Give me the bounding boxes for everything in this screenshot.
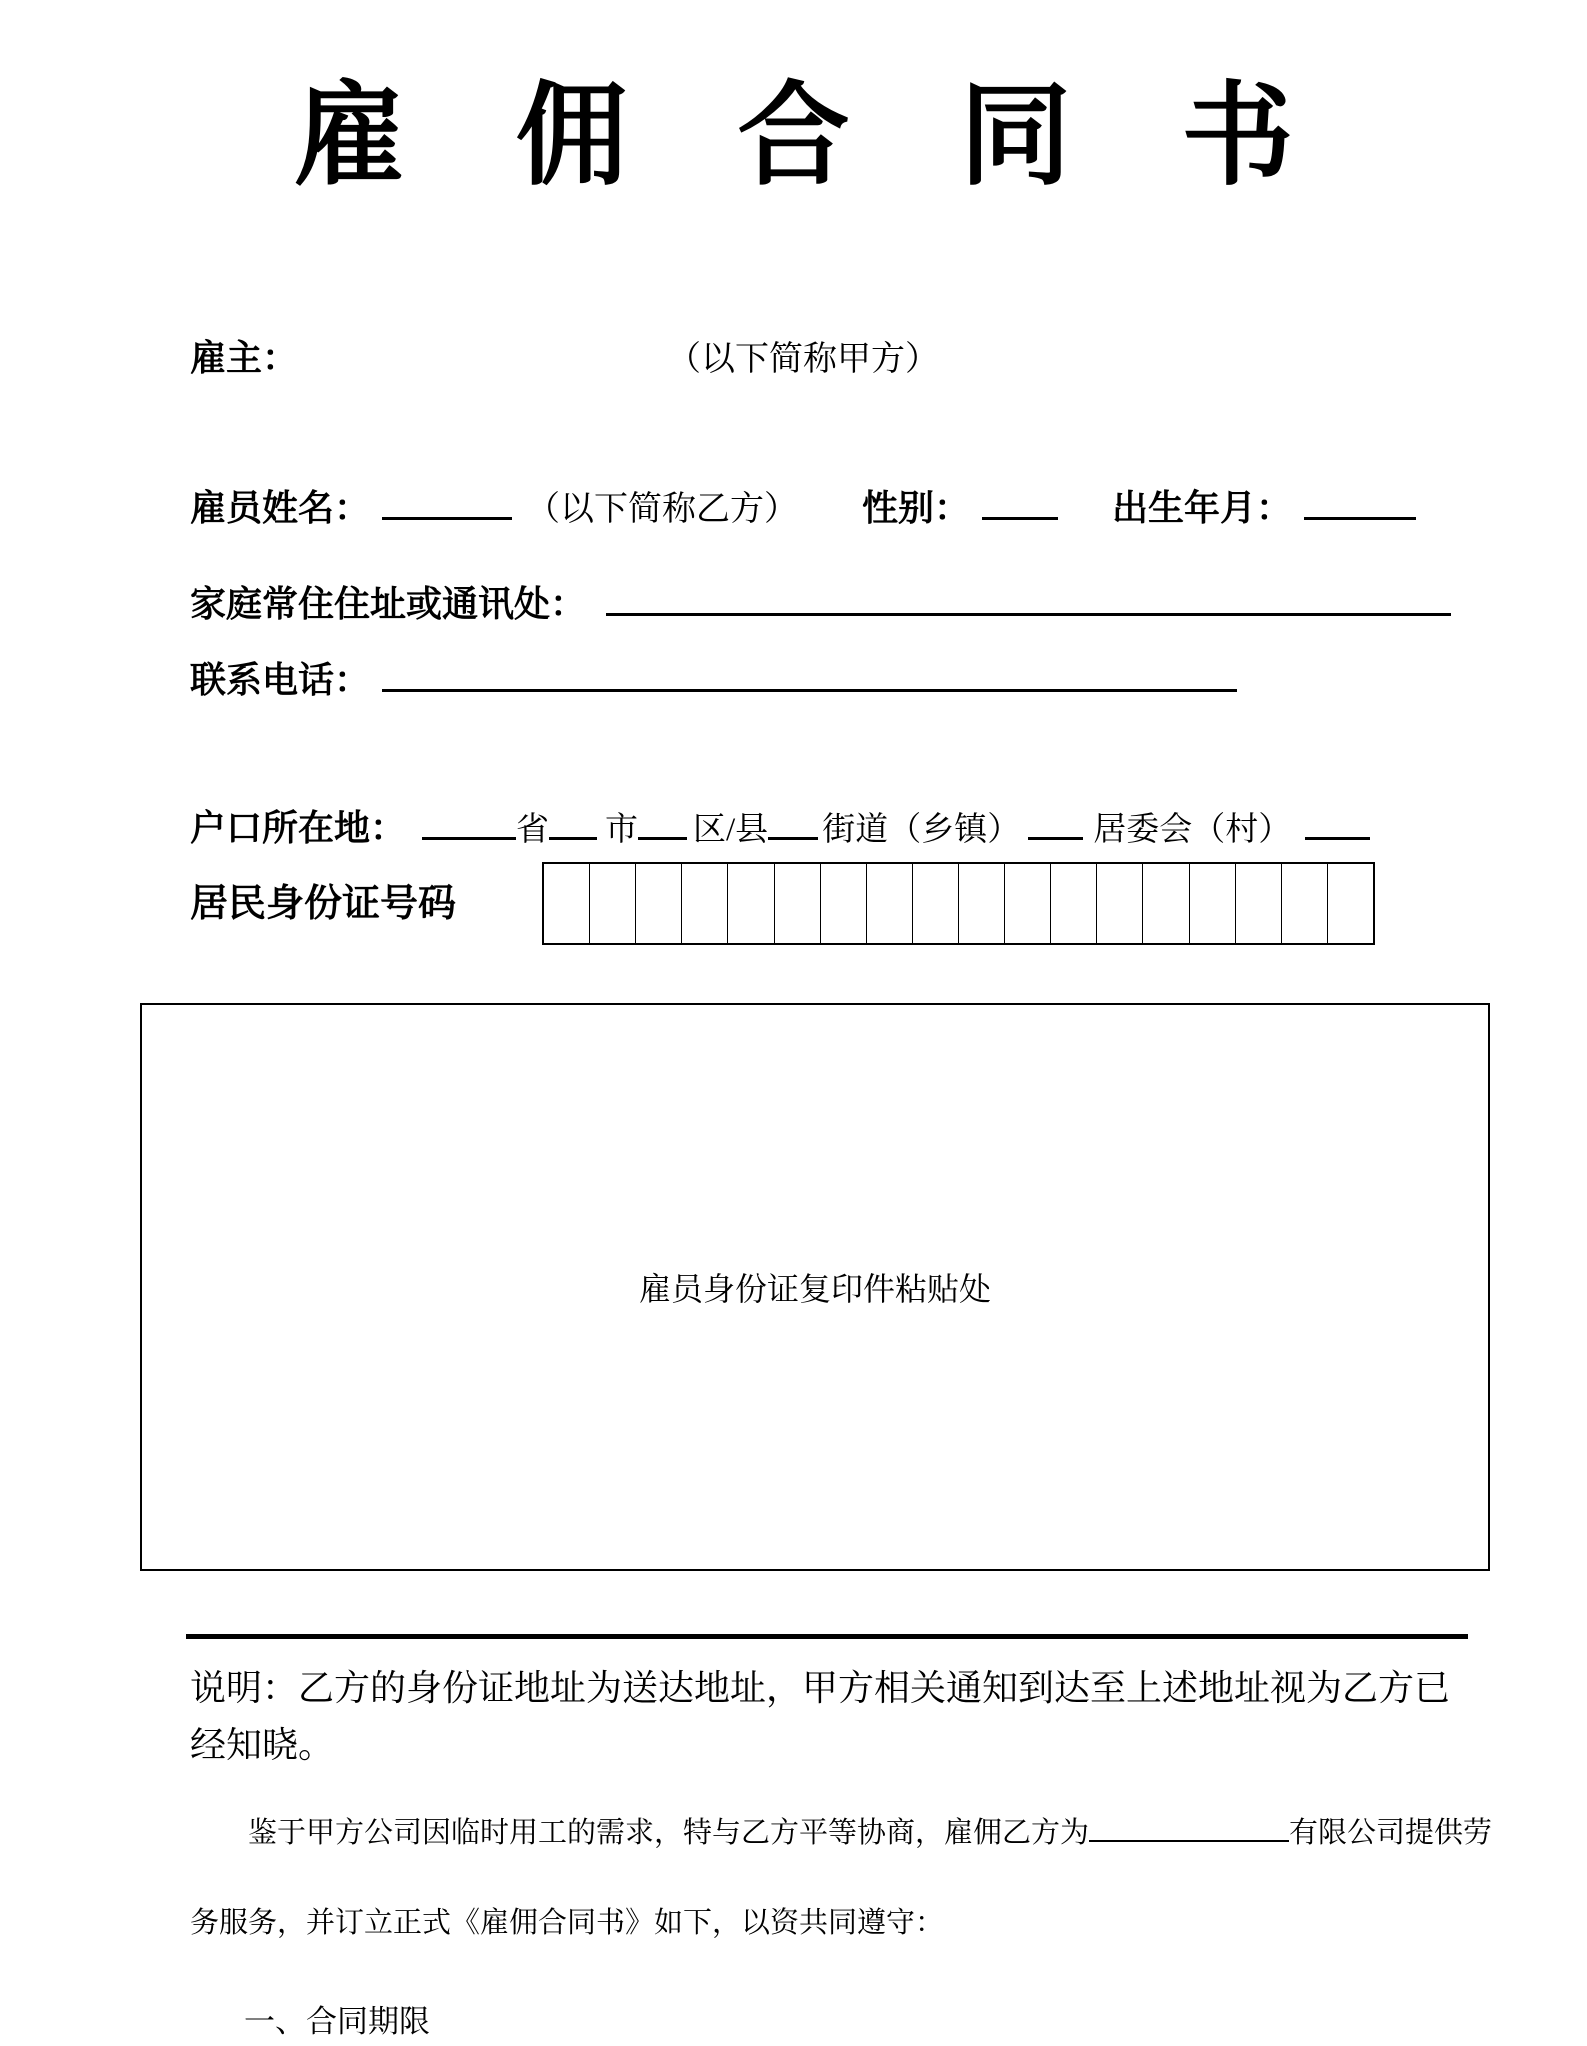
gender-label: 性别：: [862, 488, 971, 528]
employee-row: [190, 480, 1416, 531]
employer-label: 雇主：: [190, 338, 299, 378]
id-digit-cell[interactable]: [1005, 864, 1051, 943]
gender-blank[interactable]: [982, 513, 1058, 520]
id-digit-cell[interactable]: [1328, 864, 1373, 943]
employee-name-label: 雇员姓名：: [190, 488, 371, 528]
hukou-label: 户口所在地：: [190, 808, 407, 848]
id-digit-cell[interactable]: [867, 864, 913, 943]
district-suffix: 区/县: [693, 812, 769, 848]
id-digit-cell[interactable]: [1282, 864, 1328, 943]
party-b-note: （以下简称乙方）: [526, 491, 799, 528]
preamble-before-blank: 鉴于甲方公司因临时用工的需求，特与乙方平等协商，雇佣乙方为: [248, 1817, 1090, 1849]
id-digit-cell[interactable]: [1190, 864, 1236, 943]
party-a-note: （以下简称甲方）: [684, 341, 940, 378]
id-digit-cell[interactable]: [1143, 864, 1189, 943]
separator-rule: [186, 1634, 1468, 1639]
id-number-grid: [542, 862, 1375, 945]
id-digit-cell[interactable]: [544, 864, 590, 943]
hukou-district-blank[interactable]: [638, 833, 687, 840]
phone-row: [190, 652, 1237, 703]
id-digit-cell[interactable]: [1051, 864, 1097, 943]
birthdate-label: 出生年月：: [1112, 488, 1293, 528]
preamble-after-blank: 有限公司提供劳: [1289, 1817, 1493, 1849]
employee-name-blank[interactable]: [382, 513, 512, 520]
document-title-text: 雇佣合同书: [293, 75, 1404, 199]
id-copy-paste-area[interactable]: [140, 1003, 1490, 1571]
id-digit-cell[interactable]: [636, 864, 682, 943]
phone-label: 联系电话：: [190, 660, 371, 700]
id-digit-cell[interactable]: [959, 864, 1005, 943]
province-suffix: 省: [516, 812, 550, 848]
address-label: 家庭常住住址或通讯处：: [190, 584, 587, 624]
committee-suffix: 居委会（村）: [1093, 812, 1292, 848]
street-suffix: 街道（乡镇）: [822, 812, 1021, 848]
id-digit-cell[interactable]: [1236, 864, 1282, 943]
section-1-heading: 一、合同期限: [244, 2004, 430, 2039]
preamble-line-2: 务服务，并订立正式《雇佣合同书》如下，以资共同遵守：: [190, 1907, 945, 1939]
city-suffix: 市: [605, 812, 639, 848]
hukou-street-blank[interactable]: [768, 833, 818, 840]
address-blank[interactable]: [606, 609, 1451, 616]
address-row: [190, 576, 1451, 627]
hukou-row: [190, 800, 1370, 851]
id-digit-cell[interactable]: [590, 864, 636, 943]
id-digit-cell[interactable]: [1097, 864, 1143, 943]
preamble-line-1: [190, 1810, 1492, 1851]
hukou-committee-blank[interactable]: [1028, 833, 1083, 840]
birthdate-blank[interactable]: [1304, 513, 1416, 520]
hukou-province-blank[interactable]: [422, 833, 516, 840]
employer-row: [190, 330, 939, 381]
id-number-label: 居民身份证号码: [190, 883, 457, 925]
id-digit-cell[interactable]: [913, 864, 959, 943]
hukou-tail-blank[interactable]: [1305, 833, 1370, 840]
id-digit-cell[interactable]: [775, 864, 821, 943]
paste-area-placeholder: 雇员身份证复印件粘贴处: [638, 1271, 991, 1307]
notice-paragraph: 说明：乙方的身份证地址为送达地址，甲方相关通知到达至上述地址视为乙方已经知晓。: [190, 1668, 1451, 1765]
company-name-blank[interactable]: [1089, 1836, 1289, 1842]
id-digit-cell[interactable]: [728, 864, 774, 943]
hukou-city-blank[interactable]: [549, 833, 597, 840]
phone-blank[interactable]: [382, 685, 1237, 692]
document-title: [0, 62, 1587, 245]
id-digit-cell[interactable]: [821, 864, 867, 943]
id-digit-cell[interactable]: [682, 864, 728, 943]
